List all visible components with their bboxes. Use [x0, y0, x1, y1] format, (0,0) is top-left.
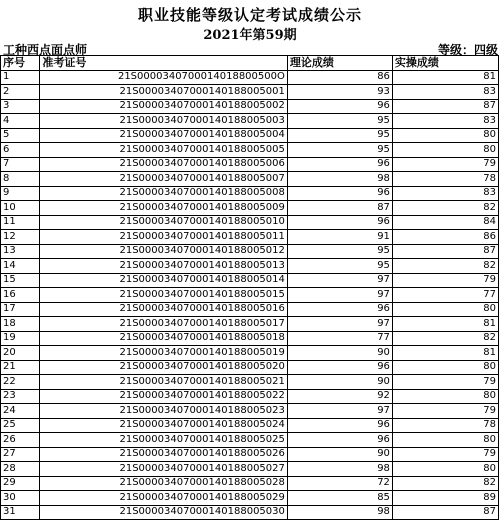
header-seq[interactable]: 序号 — [1, 56, 40, 71]
cell-theory-score[interactable]: 95 — [287, 128, 392, 143]
cell-practice-score[interactable]: 87 — [392, 99, 498, 114]
table-row — [1, 99, 499, 114]
cell-theory-score[interactable]: 96 — [287, 186, 392, 201]
cell-exam-id[interactable]: 21S00003407000140188005010 — [40, 215, 287, 230]
cell-exam-id[interactable]: 21S00003407000140188005008 — [40, 186, 287, 201]
cell-theory-score[interactable]: 90 — [287, 375, 392, 390]
cell-seq[interactable]: 27 — [1, 447, 40, 462]
table-row — [1, 128, 499, 143]
cell-practice-score[interactable]: 79 — [392, 157, 498, 172]
cell-practice-score[interactable]: 79 — [392, 375, 498, 390]
table-row — [1, 389, 499, 404]
page-subtitle: 2021年第59期 — [203, 28, 297, 43]
cell-theory-score[interactable]: 97 — [287, 288, 392, 303]
cell-theory-score[interactable]: 98 — [287, 462, 392, 477]
cell-practice-score[interactable]: 81 — [392, 70, 498, 85]
cell-theory-score[interactable]: 96 — [287, 215, 392, 230]
table-row — [1, 346, 499, 361]
table-row — [1, 418, 499, 433]
cell-exam-id[interactable]: 21S00003407000140188005019 — [40, 346, 287, 361]
cell-practice-score[interactable]: 79 — [392, 273, 498, 288]
cell-seq[interactable]: 1 — [1, 70, 40, 85]
table-row — [1, 186, 499, 201]
cell-seq[interactable]: 24 — [1, 404, 40, 419]
table-row — [1, 244, 499, 259]
cell-seq[interactable]: 5 — [1, 128, 40, 143]
cell-practice-score[interactable]: 80 — [392, 360, 498, 375]
level-label: 等级：四级 — [437, 43, 498, 57]
table-row — [1, 114, 499, 129]
cell-practice-score[interactable]: 80 — [392, 143, 498, 158]
table-row — [1, 302, 499, 317]
table-row — [1, 462, 499, 477]
cell-theory-score[interactable]: 96 — [287, 433, 392, 448]
cell-practice-score[interactable]: 82 — [392, 201, 498, 216]
table-row — [1, 447, 499, 462]
cell-exam-id[interactable]: 21S00003407000140188005001 — [40, 85, 287, 100]
cell-theory-score[interactable]: 95 — [287, 114, 392, 129]
cell-exam-id[interactable]: 21S00003407000140188005030 — [40, 505, 287, 520]
score-table — [0, 55, 499, 520]
cell-theory-score[interactable]: 95 — [287, 244, 392, 259]
table-row — [1, 273, 499, 288]
cell-practice-score[interactable]: 89 — [392, 491, 498, 506]
cell-seq[interactable]: 4 — [1, 114, 40, 129]
cell-seq[interactable]: 16 — [1, 288, 40, 303]
table-row — [1, 505, 499, 520]
cell-seq[interactable]: 19 — [1, 331, 40, 346]
cell-exam-id[interactable]: 21S00003407000140188005006 — [40, 157, 287, 172]
cell-exam-id[interactable]: 21S0000340700014018800500O — [40, 70, 287, 85]
table-row — [1, 404, 499, 419]
table-row — [1, 433, 499, 448]
cell-theory-score[interactable]: 85 — [287, 491, 392, 506]
cell-seq[interactable]: 3 — [1, 99, 40, 114]
table-row — [1, 157, 499, 172]
table-row — [1, 201, 499, 216]
cell-practice-score[interactable]: 79 — [392, 447, 498, 462]
cell-exam-id[interactable]: 21S00003407000140188005022 — [40, 389, 287, 404]
cell-practice-score[interactable]: 83 — [392, 114, 498, 129]
cell-seq[interactable]: 20 — [1, 346, 40, 361]
cell-practice-score[interactable]: 86 — [392, 230, 498, 245]
cell-practice-score[interactable]: 80 — [392, 433, 498, 448]
cell-practice-score[interactable]: 81 — [392, 317, 498, 332]
cell-seq[interactable]: 15 — [1, 273, 40, 288]
cell-theory-score[interactable]: 98 — [287, 172, 392, 187]
trade-label: 工种西点面点师 — [3, 43, 88, 57]
info-row — [0, 41, 500, 55]
header-exam-id[interactable]: 准考证号 — [40, 56, 287, 71]
cell-theory-score[interactable]: 90 — [287, 447, 392, 462]
table-row — [1, 143, 499, 158]
cell-seq[interactable]: 13 — [1, 244, 40, 259]
cell-seq[interactable]: 2 — [1, 85, 40, 100]
table-row — [1, 317, 499, 332]
cell-practice-score[interactable]: 80 — [392, 389, 498, 404]
cell-practice-score[interactable]: 77 — [392, 288, 498, 303]
cell-seq[interactable]: 26 — [1, 433, 40, 448]
cell-theory-score[interactable]: 97 — [287, 273, 392, 288]
cell-seq[interactable]: 8 — [1, 172, 40, 187]
table-row — [1, 491, 499, 506]
cell-exam-id[interactable]: 21S00003407000140188005028 — [40, 476, 287, 491]
table-row — [1, 70, 499, 85]
cell-theory-score[interactable]: 87 — [287, 201, 392, 216]
cell-practice-score[interactable]: 78 — [392, 172, 498, 187]
table-row — [1, 476, 499, 491]
cell-theory-score[interactable]: 90 — [287, 346, 392, 361]
cell-practice-score[interactable]: 80 — [392, 462, 498, 477]
cell-practice-score[interactable]: 83 — [392, 85, 498, 100]
cell-practice-score[interactable]: 80 — [392, 302, 498, 317]
cell-exam-id[interactable]: 21S00003407000140188005027 — [40, 462, 287, 477]
cell-practice-score[interactable]: 82 — [392, 476, 498, 491]
table-row — [1, 85, 499, 100]
cell-seq[interactable]: 12 — [1, 230, 40, 245]
table-body — [1, 70, 499, 520]
cell-seq[interactable]: 29 — [1, 476, 40, 491]
cell-practice-score[interactable]: 82 — [392, 331, 498, 346]
cell-theory-score[interactable]: 93 — [287, 85, 392, 100]
cell-seq[interactable]: 14 — [1, 259, 40, 274]
cell-practice-score[interactable]: 82 — [392, 259, 498, 274]
cell-theory-score[interactable]: 96 — [287, 418, 392, 433]
cell-exam-id[interactable]: 21S00003407000140188005011 — [40, 230, 287, 245]
cell-theory-score[interactable]: 96 — [287, 99, 392, 114]
cell-seq[interactable]: 30 — [1, 491, 40, 506]
cell-exam-id[interactable]: 21S00003407000140188005023 — [40, 404, 287, 419]
cell-exam-id[interactable]: 21S00003407000140188005005 — [40, 143, 287, 158]
cell-seq[interactable]: 25 — [1, 418, 40, 433]
cell-practice-score[interactable]: 83 — [392, 186, 498, 201]
header-theory-score[interactable]: 理论成绩 — [287, 56, 392, 71]
cell-exam-id[interactable]: 21S00003407000140188005009 — [40, 201, 287, 216]
cell-theory-score[interactable]: 72 — [287, 476, 392, 491]
cell-seq[interactable]: 28 — [1, 462, 40, 477]
cell-seq[interactable]: 18 — [1, 317, 40, 332]
cell-theory-score[interactable]: 96 — [287, 157, 392, 172]
cell-theory-score[interactable]: 95 — [287, 143, 392, 158]
cell-exam-id[interactable]: 21S00003407000140188005017 — [40, 317, 287, 332]
cell-practice-score[interactable]: 84 — [392, 215, 498, 230]
cell-practice-score[interactable]: 78 — [392, 418, 498, 433]
cell-theory-score[interactable]: 77 — [287, 331, 392, 346]
table-row — [1, 288, 499, 303]
cell-exam-id[interactable]: 21S00003407000140188005012 — [40, 244, 287, 259]
header-practice-score[interactable]: 实操成绩 — [392, 56, 498, 71]
table-row — [1, 360, 499, 375]
cell-exam-id[interactable]: 21S00003407000140188005014 — [40, 273, 287, 288]
cell-exam-id[interactable]: 21S00003407000140188005015 — [40, 288, 287, 303]
cell-theory-score[interactable]: 97 — [287, 317, 392, 332]
cell-exam-id[interactable]: 21S00003407000140188005003 — [40, 114, 287, 129]
cell-seq[interactable]: 10 — [1, 201, 40, 216]
cell-seq[interactable]: 21 — [1, 360, 40, 375]
cell-practice-score[interactable]: 81 — [392, 346, 498, 361]
cell-practice-score[interactable]: 79 — [392, 404, 498, 419]
table-row — [1, 172, 499, 187]
cell-theory-score[interactable]: 92 — [287, 389, 392, 404]
cell-seq[interactable]: 22 — [1, 375, 40, 390]
cell-exam-id[interactable]: 21S00003407000140188005026 — [40, 447, 287, 462]
table-row — [1, 230, 499, 245]
cell-practice-score[interactable]: 87 — [392, 244, 498, 259]
cell-practice-score[interactable]: 80 — [392, 128, 498, 143]
cell-exam-id[interactable]: 21S00003407000140188005021 — [40, 375, 287, 390]
table-row — [1, 259, 499, 274]
cell-exam-id[interactable]: 21S00003407000140188005016 — [40, 302, 287, 317]
cell-theory-score[interactable]: 86 — [287, 70, 392, 85]
cell-exam-id[interactable]: 21S00003407000140188005007 — [40, 172, 287, 187]
cell-seq[interactable]: 31 — [1, 505, 40, 520]
page-title: 职业技能等级认定考试成绩公示 — [137, 6, 362, 24]
cell-exam-id[interactable]: 21S00003407000140188005018 — [40, 331, 287, 346]
cell-theory-score[interactable]: 96 — [287, 360, 392, 375]
cell-seq[interactable]: 9 — [1, 186, 40, 201]
table-row — [1, 331, 499, 346]
cell-seq[interactable]: 7 — [1, 157, 40, 172]
cell-theory-score[interactable]: 91 — [287, 230, 392, 245]
cell-theory-score[interactable]: 96 — [287, 302, 392, 317]
cell-seq[interactable]: 23 — [1, 389, 40, 404]
table-row — [1, 375, 499, 390]
cell-exam-id[interactable]: 21S00003407000140188005024 — [40, 418, 287, 433]
cell-exam-id[interactable]: 21S00003407000140188005029 — [40, 491, 287, 506]
cell-theory-score[interactable]: 97 — [287, 404, 392, 419]
cell-practice-score[interactable]: 87 — [392, 505, 498, 520]
cell-exam-id[interactable]: 21S00003407000140188005013 — [40, 259, 287, 274]
cell-theory-score[interactable]: 95 — [287, 259, 392, 274]
cell-theory-score[interactable]: 98 — [287, 505, 392, 520]
cell-seq[interactable]: 11 — [1, 215, 40, 230]
cell-exam-id[interactable]: 21S00003407000140188005020 — [40, 360, 287, 375]
cell-seq[interactable]: 17 — [1, 302, 40, 317]
cell-seq[interactable]: 6 — [1, 143, 40, 158]
table-row — [1, 215, 499, 230]
cell-exam-id[interactable]: 21S00003407000140188005002 — [40, 99, 287, 114]
cell-exam-id[interactable]: 21S00003407000140188005025 — [40, 433, 287, 448]
table-header-row — [1, 56, 499, 71]
cell-exam-id[interactable]: 21S00003407000140188005004 — [40, 128, 287, 143]
